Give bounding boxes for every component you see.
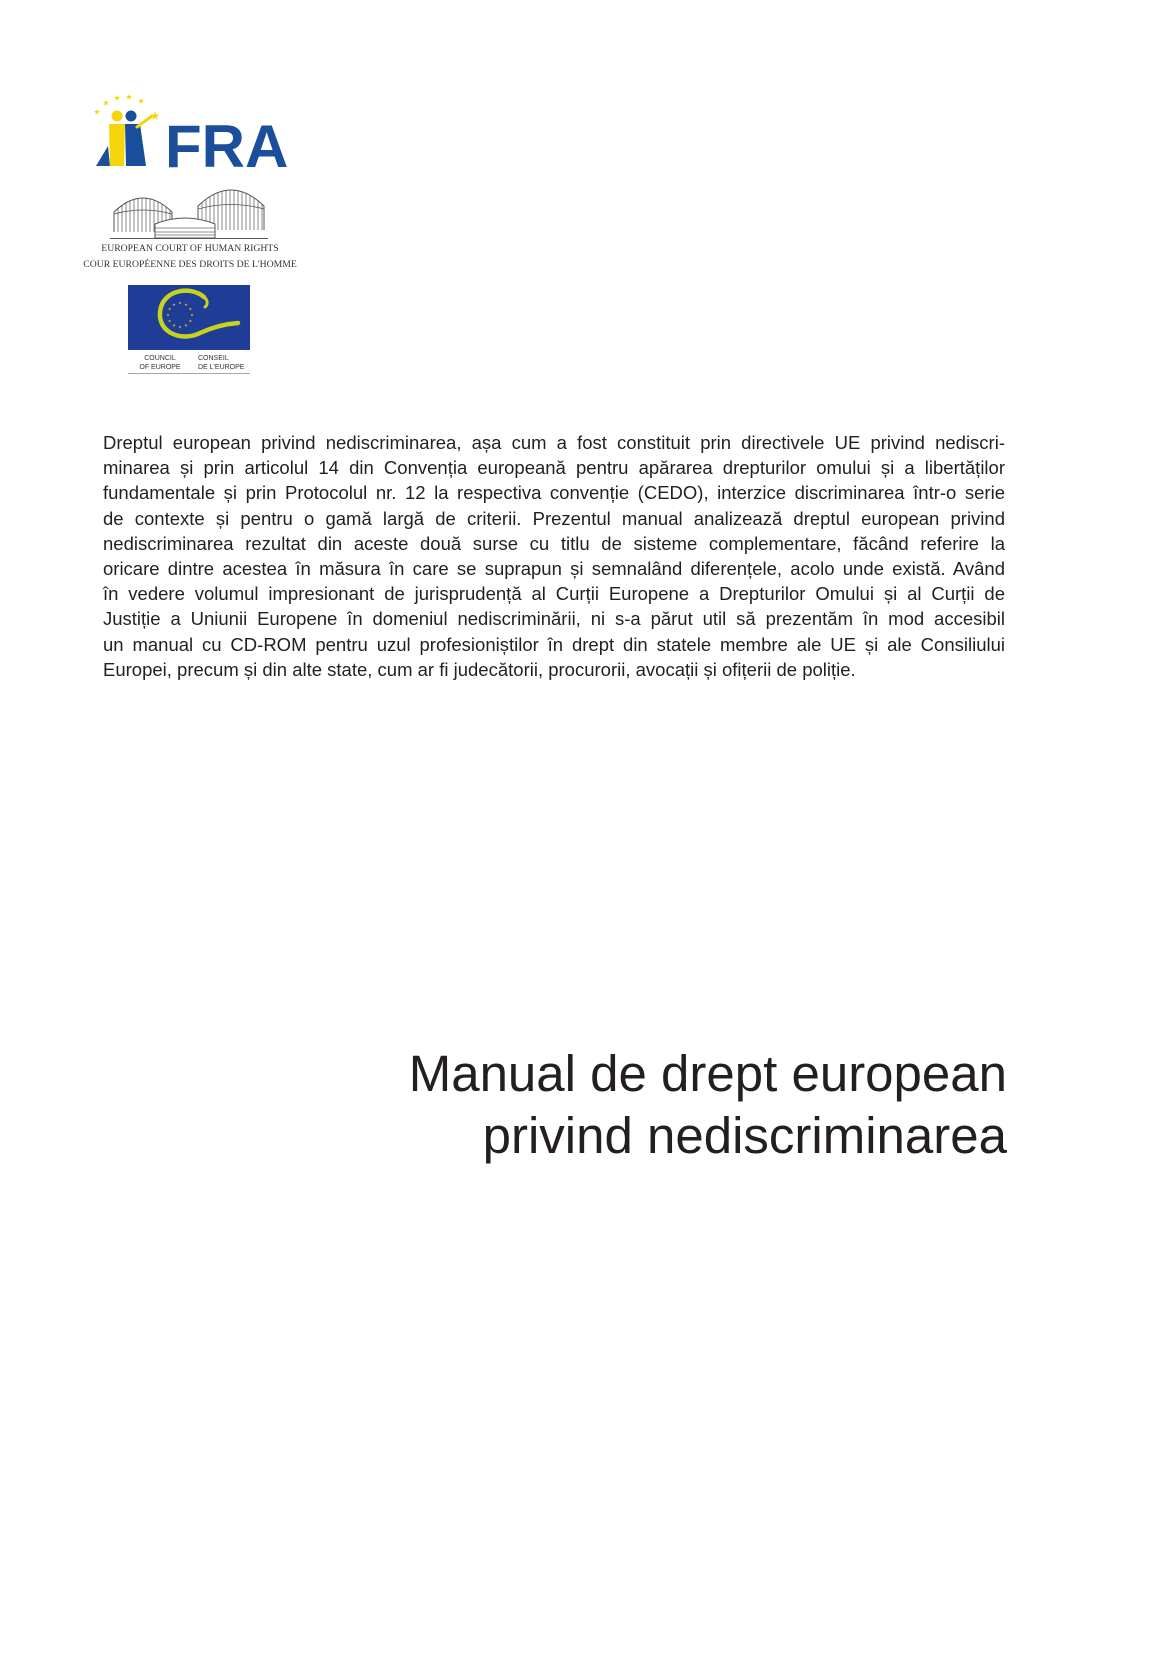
fra-head-blue xyxy=(126,111,137,122)
body-line: oricare dintre acestea în măsura în care se suprapun și semnalând diferențele, acolo unde există. Având xyxy=(103,557,1005,579)
echr-building-icon xyxy=(105,182,275,244)
fra-logo xyxy=(88,88,298,173)
body-line: Dreptul european privind nediscriminarea, așa cum a fost constituit prin directivele UE privind nediscri- xyxy=(103,432,1005,453)
star-icon xyxy=(94,109,100,115)
coe-label-fr-2: DE L'EUROPE xyxy=(198,364,245,371)
coe-flag xyxy=(128,285,250,350)
echr-name-fr: COUR EUROPÉENNE DES DROITS DE L'HOMME xyxy=(83,259,297,270)
fra-wordmark: FRA xyxy=(165,113,289,173)
coe-label-en-1: COUNCIL xyxy=(144,355,176,362)
coe-label-en-2: OF EUROPE xyxy=(139,364,181,371)
fra-wedge xyxy=(96,146,110,166)
star-icon xyxy=(138,98,144,104)
echr-central-hall xyxy=(155,218,215,238)
coe-label-fr-1: CONSEIL xyxy=(198,355,229,362)
fra-figures xyxy=(96,111,152,167)
body-line: un manual cu CD-ROM pentru uzul profesioniștilor în drept din statele membre ale UE și ale Consiliului xyxy=(103,633,1005,655)
body-line: de contexte și pentru o gamă largă de criterii. Prezentul manual analizează dreptul european privind xyxy=(103,507,1005,529)
echr-name-en: EUROPEAN COURT OF HUMAN RIGHTS xyxy=(101,243,279,254)
title-line-1: Manual de drept european xyxy=(408,1045,1007,1102)
body-line: Justiție a Uniunii Europene în domeniul nediscriminării, ni s-a părut util să prezentăm în mod accesibil xyxy=(103,608,1005,630)
fra-figure-yellow xyxy=(109,124,125,166)
star-icon xyxy=(114,95,120,101)
page-title xyxy=(300,1043,1007,1167)
body-line: Europei, precum și din alte state, cum ar fi judecătorii, procurorii, avocații și ofițerii de poliție. xyxy=(103,658,856,680)
body-line: minarea și prin articolul 14 din Convenția europeană pentru apărarea drepturilor omului și a libertăților xyxy=(103,457,1005,479)
body-line: fundamentale și prin Protocolul nr. 12 la respectiva convenție (CEDO), interzice discriminarea într-o serie xyxy=(103,482,1005,504)
fra-arm xyxy=(137,116,152,127)
summary-paragraph xyxy=(103,430,1005,682)
star-icon xyxy=(126,94,132,100)
body-line: în vedere volumul impresionant de jurisprudență al Curții Europene a Drepturilor Omului și al Curții de xyxy=(103,583,1005,605)
star-icon xyxy=(103,100,109,106)
fra-figure-blue xyxy=(125,124,146,166)
title-line-2: privind nediscriminarea xyxy=(482,1107,1007,1164)
coe-logo xyxy=(124,281,254,377)
body-line: nediscriminarea rezultat din aceste două surse cu titlu de sisteme complementare, făcând referire la xyxy=(103,532,1005,554)
fra-head-yellow xyxy=(112,111,123,122)
